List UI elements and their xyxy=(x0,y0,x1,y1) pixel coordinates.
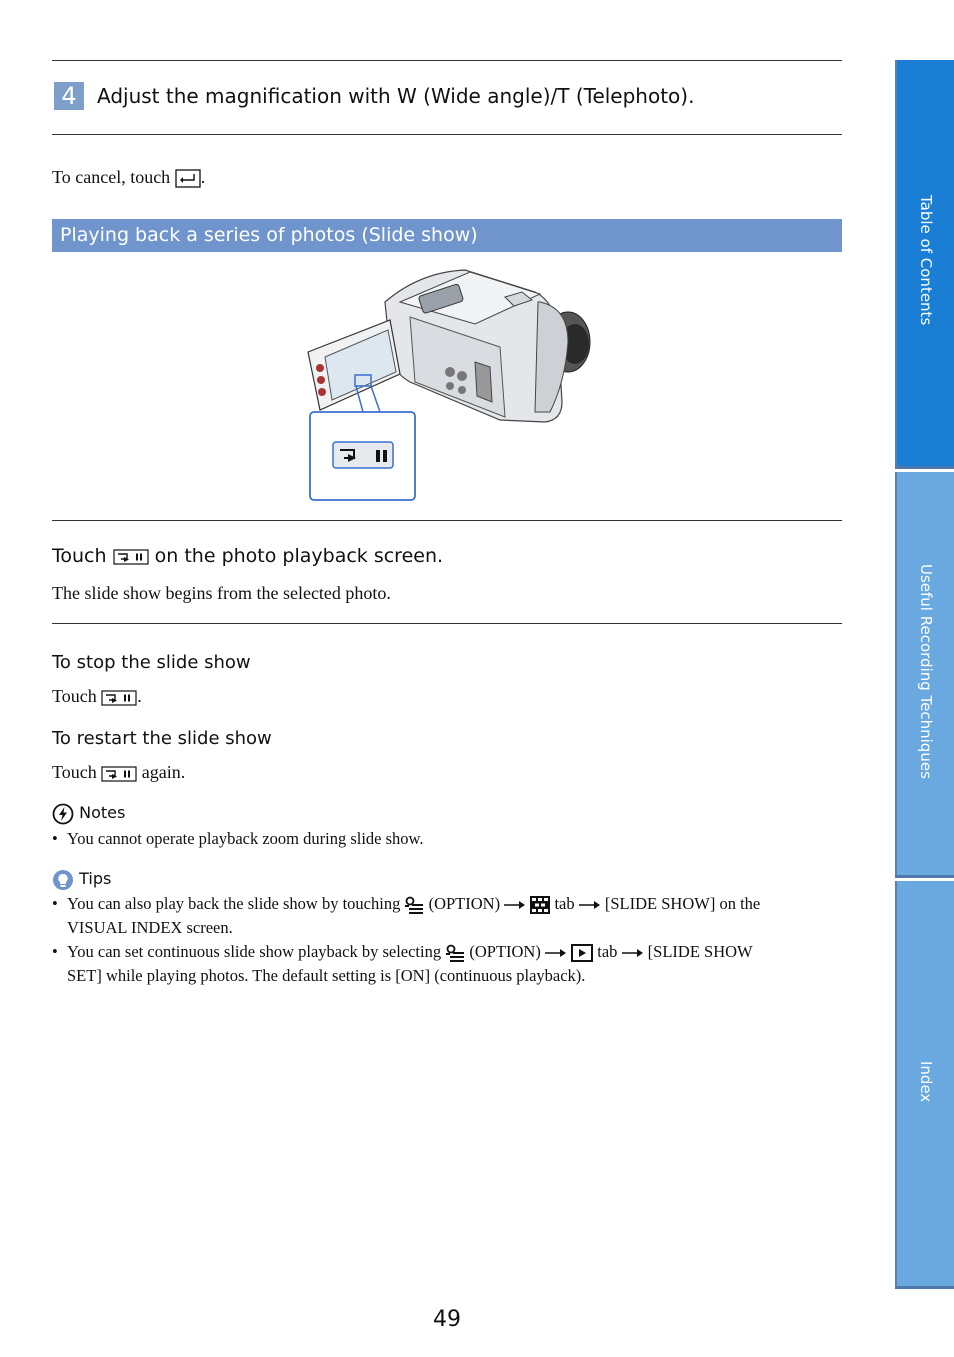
notes-warning-icon xyxy=(52,803,74,825)
stop-line xyxy=(52,684,142,708)
page-number: 49 xyxy=(433,1307,461,1332)
step-number: 4 xyxy=(54,82,84,110)
bullet-dot: • xyxy=(52,942,58,961)
restart-suffix: again. xyxy=(141,762,186,782)
arrow-right-icon xyxy=(545,948,567,958)
stop-suffix: . xyxy=(137,686,142,706)
tips-label: Tips xyxy=(79,869,112,888)
restart-prefix: Touch xyxy=(52,762,97,782)
notes-label: Notes xyxy=(79,803,126,822)
sidebar-tab-table-of-contents[interactable] xyxy=(895,60,954,469)
slideshow-icon[interactable] xyxy=(101,766,137,782)
slideshow-icon[interactable] xyxy=(113,549,149,565)
step-touch-prefix: Touch xyxy=(52,545,107,567)
bullet-dot: • xyxy=(52,829,58,848)
rule-step-bottom xyxy=(52,623,842,624)
tips-item-1-text xyxy=(67,892,832,940)
notes-item-text: You cannot operate playback zoom during slide show. xyxy=(67,829,424,848)
tips-label-row xyxy=(52,868,111,891)
tips-item-2 xyxy=(52,940,832,988)
step-text: Adjust the magnification with W (Wide angle)/T (Telephoto). xyxy=(97,84,695,108)
notes-item xyxy=(52,827,832,851)
stop-prefix: Touch xyxy=(52,686,97,706)
slide-begins-text: The slide show begins from the selected photo. xyxy=(52,583,391,603)
tips-item-1-e: VISUAL INDEX screen. xyxy=(67,918,233,937)
step-touch-suffix: on the photo playback screen. xyxy=(154,545,444,567)
sidebar-tab-index[interactable] xyxy=(895,881,954,1289)
tips-item-1-a: You can also play back the slide show by touching xyxy=(67,894,401,913)
sidebar-tab-label: Table of Contents xyxy=(917,195,935,326)
tips-item-2-d: [SLIDE SHOW xyxy=(647,942,753,961)
slideshow-icon[interactable] xyxy=(101,690,137,706)
rule-illustration-bottom xyxy=(52,520,842,521)
option-icon[interactable] xyxy=(404,896,424,914)
thumbnail-grid-icon[interactable] xyxy=(530,896,550,914)
step-touch-slideshow xyxy=(52,543,443,569)
rule-step4-bottom xyxy=(52,134,842,135)
return-icon xyxy=(175,169,201,189)
tips-item-1-b: (OPTION) xyxy=(428,894,501,913)
tips-item-2-b: (OPTION) xyxy=(469,942,541,961)
restart-line xyxy=(52,760,185,784)
tips-item-1-c: tab xyxy=(554,894,575,913)
sidebar-tab-label: Index xyxy=(917,1061,935,1103)
sidebar-tab-label: Useful Recording Techniques xyxy=(917,564,935,779)
playback-icon[interactable] xyxy=(571,944,593,962)
arrow-right-icon xyxy=(622,948,644,958)
step-4 xyxy=(52,80,842,112)
tips-lightbulb-icon xyxy=(52,869,74,891)
tips-item-2-text xyxy=(67,940,832,988)
bullet-dot: • xyxy=(52,894,58,913)
tips-item-2-c: tab xyxy=(597,942,618,961)
tips-item-2-a: You can set continuous slide show playback by selecting xyxy=(67,942,442,961)
sidebar-tab-useful-recording-techniques[interactable] xyxy=(895,472,954,878)
restart-heading: To restart the slide show xyxy=(52,728,272,749)
option-icon[interactable] xyxy=(445,944,465,962)
arrow-right-icon xyxy=(504,900,526,910)
rule-top xyxy=(52,60,842,61)
cancel-line xyxy=(52,165,205,189)
tips-item-2-e: SET] while playing photos. The default setting is [ON] (continuous playback). xyxy=(67,966,586,985)
section-header xyxy=(52,219,842,252)
tips-item-1 xyxy=(52,892,832,940)
tips-item-1-d: [SLIDE SHOW] on the xyxy=(604,894,761,913)
cancel-prefix: To cancel, touch xyxy=(52,167,171,187)
stop-heading: To stop the slide show xyxy=(52,652,251,673)
cancel-suffix: . xyxy=(200,167,206,187)
camcorder-illustration xyxy=(300,262,600,507)
arrow-right-icon xyxy=(579,900,601,910)
section-title: Playing back a series of photos (Slide show) xyxy=(60,224,478,246)
notes-label-row xyxy=(52,802,125,825)
